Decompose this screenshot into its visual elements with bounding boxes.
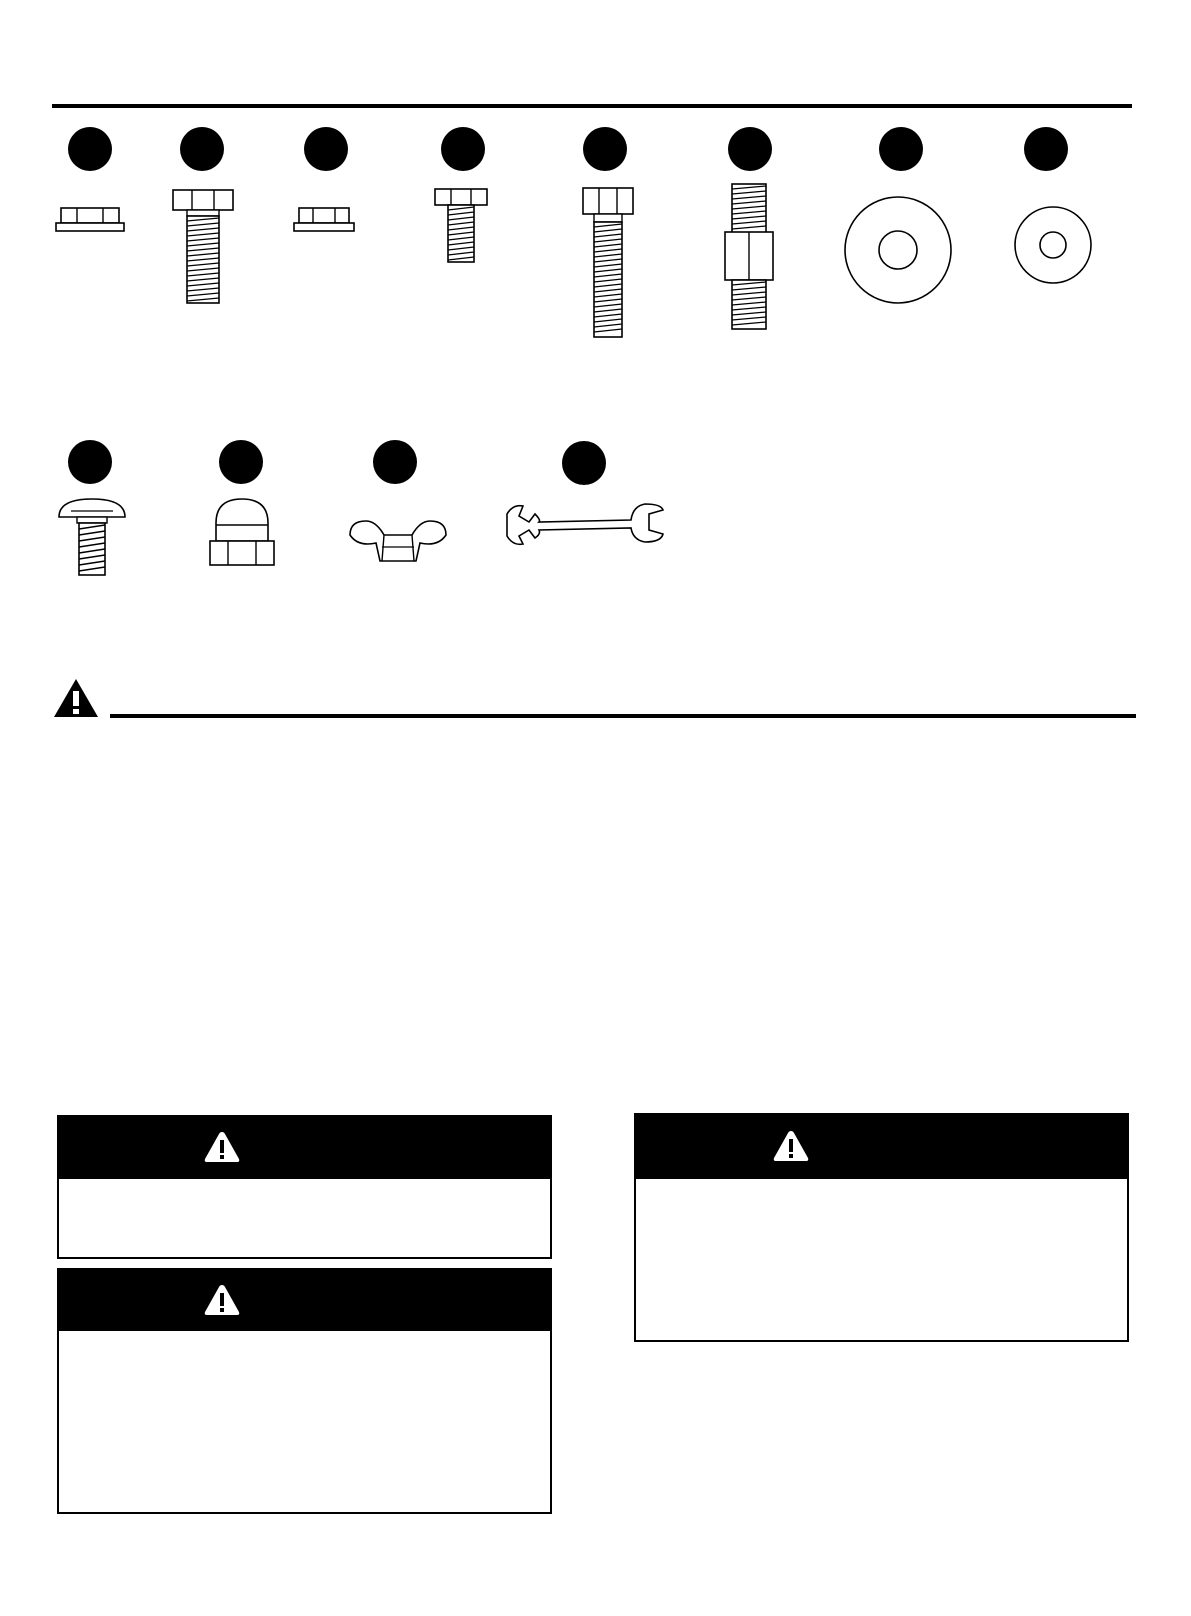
- warning-triangle-icon: [203, 1130, 241, 1164]
- washer-icon: [1013, 205, 1093, 285]
- top-divider: [52, 104, 1132, 108]
- part-marker: [68, 127, 112, 171]
- hex-bolt-icon: [434, 188, 488, 264]
- acorn-nut-icon: [208, 497, 276, 567]
- part-marker: [180, 127, 224, 171]
- part-marker: [441, 127, 485, 171]
- part-marker: [219, 440, 263, 484]
- warning-triangle-icon: [203, 1283, 241, 1317]
- safety-box-header: [59, 1270, 550, 1331]
- part-marker: [879, 127, 923, 171]
- warning-triangle-icon: [772, 1129, 810, 1163]
- wing-nut-icon: [348, 517, 448, 567]
- safety-box-header: [636, 1115, 1127, 1179]
- safety-box-header: [59, 1117, 550, 1179]
- flange-nut-icon: [293, 207, 355, 233]
- warning-triangle-icon: [52, 677, 100, 719]
- safety-box-left-bottom: [57, 1268, 552, 1514]
- threaded-coupler-icon: [723, 183, 775, 331]
- part-marker: [68, 440, 112, 484]
- part-marker: [583, 127, 627, 171]
- part-marker: [728, 127, 772, 171]
- part-marker: [562, 441, 606, 485]
- part-marker: [373, 440, 417, 484]
- pan-head-screw-icon: [57, 497, 127, 577]
- hex-bolt-icon: [582, 187, 634, 339]
- hex-bolt-icon: [172, 189, 234, 305]
- part-marker: [304, 127, 348, 171]
- flange-nut-icon: [55, 207, 125, 233]
- safety-divider: [110, 714, 1136, 718]
- washer-icon: [843, 195, 953, 305]
- part-marker: [1024, 127, 1068, 171]
- wrench-icon: [505, 500, 665, 550]
- safety-box-right: [634, 1113, 1129, 1342]
- safety-box-left-top: [57, 1115, 552, 1259]
